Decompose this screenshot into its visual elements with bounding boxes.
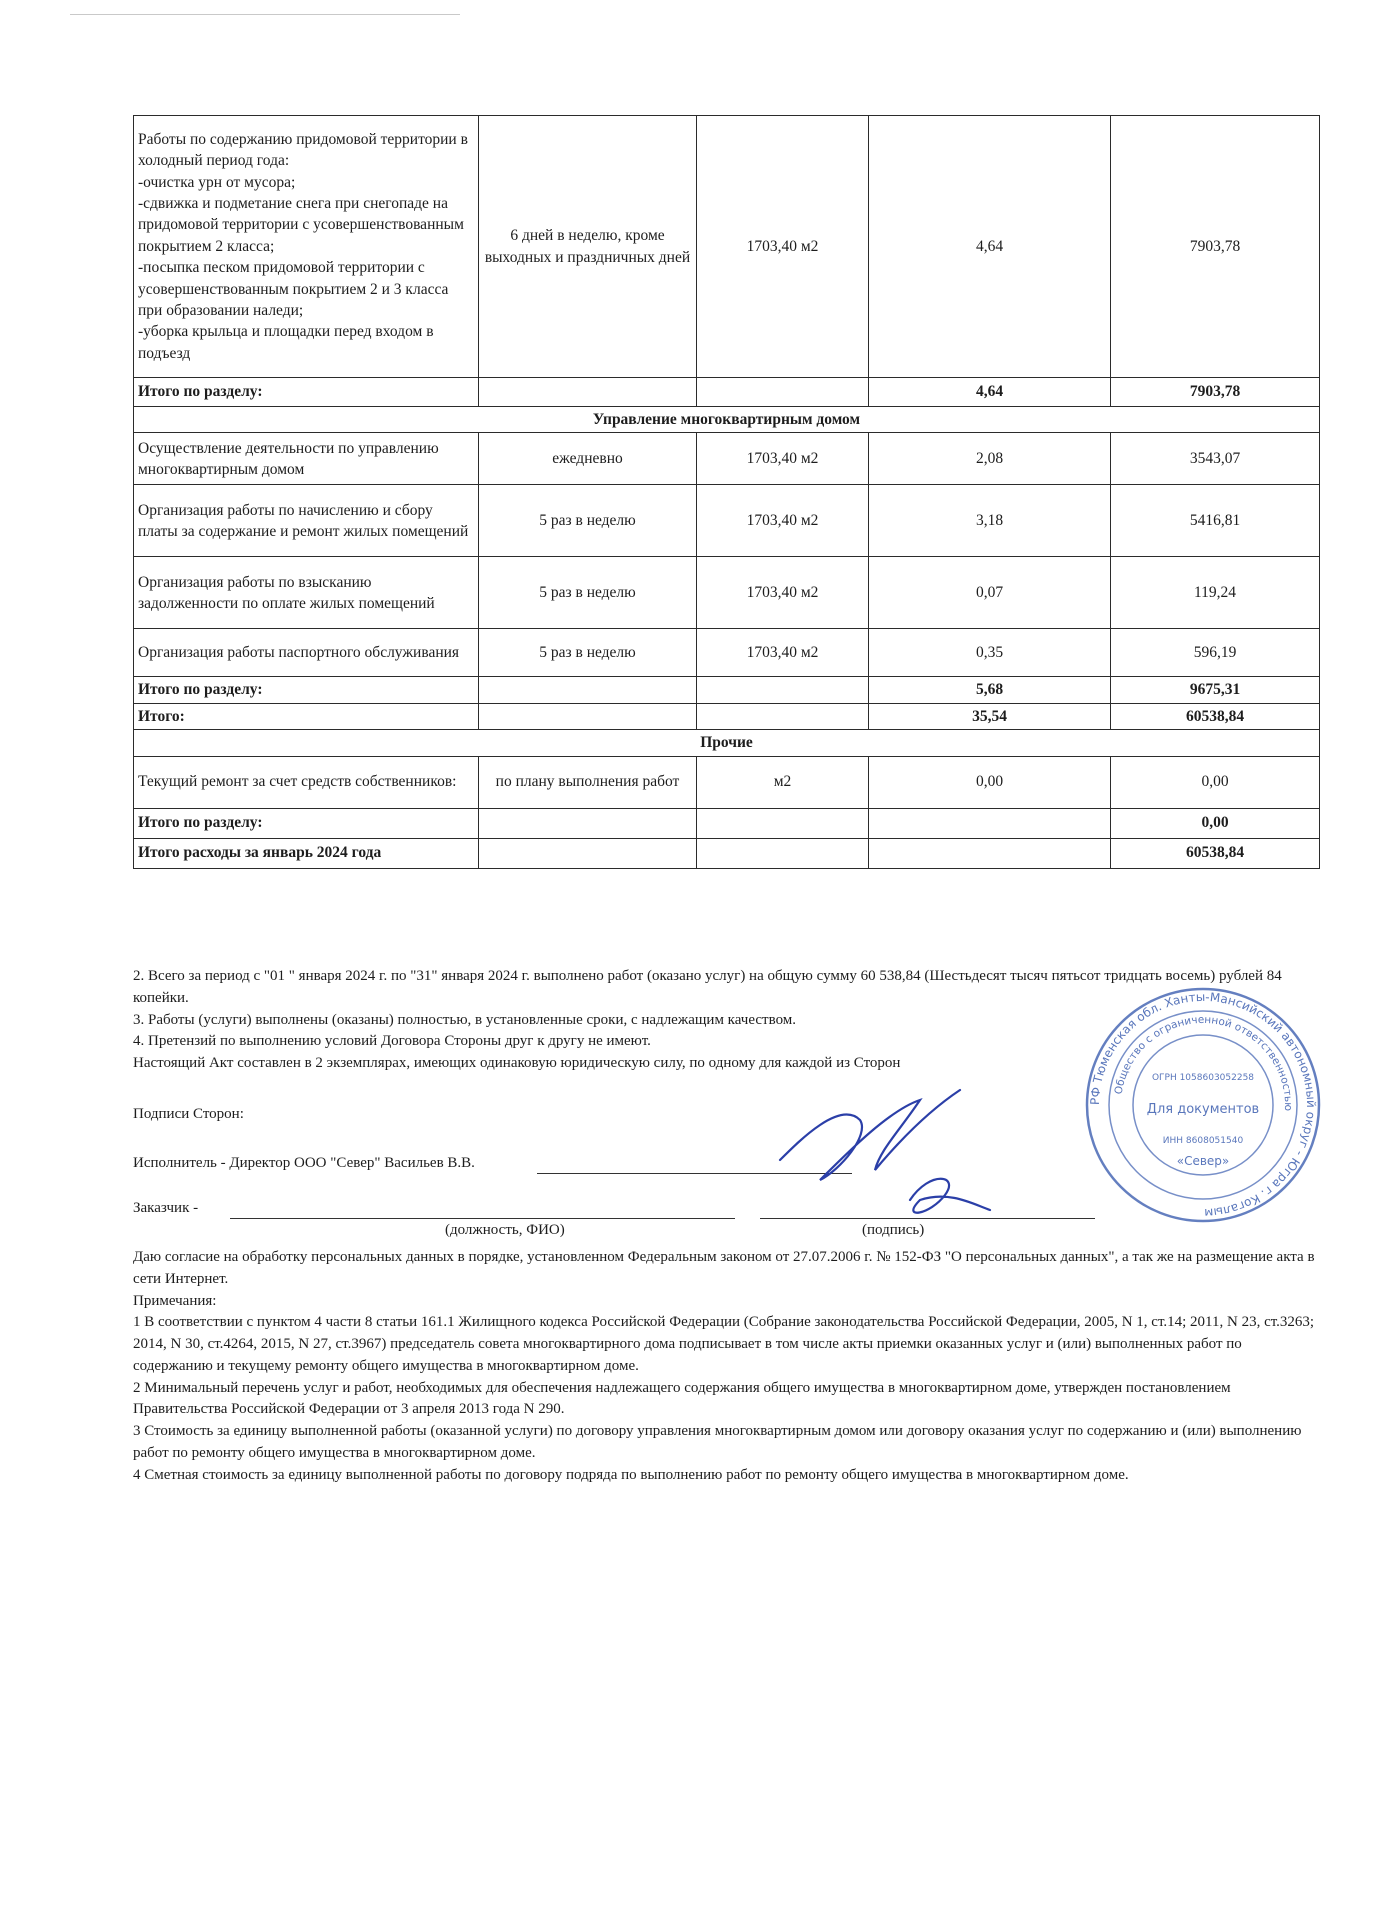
row-period: по плану выполнения работ (479, 756, 697, 808)
row-rate: 5,68 (869, 677, 1111, 703)
table-row (134, 756, 1320, 808)
row-volume (697, 808, 869, 838)
row-name: Итого расходы за январь 2024 года (134, 838, 479, 868)
table-row-total (134, 838, 1320, 868)
row-volume (697, 378, 869, 407)
row-name: Итого по разделу: (134, 677, 479, 703)
table-section-row (134, 730, 1320, 756)
stamp-center: Для документов (1146, 1102, 1260, 1117)
executor-line: Исполнитель - Директор ООО "Север" Васильев В.В. (133, 1155, 475, 1171)
table-row (134, 485, 1320, 557)
row-name: Работы по содержанию придомовой территории в холодный период года: -очистка урн от мусора; -сдвижка и подметание снега при снегопаде на придомовой территории с усовершенствованным покрытием 2 класса; -посыпка песком придомовой территории с усовершенствованным покрытием 2 и 3 класса при образовании наледи; -уборка крыльца и площадки перед входом в подъезд (134, 116, 479, 378)
stamp-inn: ИНН 8608051540 (1162, 1136, 1244, 1146)
row-rate: 4,64 (869, 378, 1111, 407)
row-name: Текущий ремонт за счет средств собственников: (134, 756, 479, 808)
stamp-name: «Север» (1176, 1154, 1230, 1168)
paragraph-quality: 3. Работы (услуги) выполнены (оказаны) полностью, в установленные сроки, с надлежащим качеством. (133, 1011, 797, 1028)
note-2: 2 Минимальный перечень услуг и работ, необходимых для обеспечения надлежащего содержания общего имущества в многоквартирном доме, утвержден постановлением Правительства Российской Федерации от 3 апреля 2013 года N 290. (133, 1379, 1231, 1418)
note-1: 1 В соответствии с пунктом 4 части 8 статьи 161.1 Жилищного кодекса Российской Федерации (Собрание законодательства Российской Федерации, 2005, N 1, ст.14; 2011, N 23, ст.3263; 2014, N 30, ст.4264, 2015, N 27, ст.3967) председатель совета многоквартирного дома подписывает в том числе акты приемки оказанных услуг и (или) выполненных работ по содержанию и текущему ремонту общего имущества в многоквартирном доме. (133, 1314, 1315, 1374)
row-name: Итого: (134, 703, 479, 729)
row-volume (697, 677, 869, 703)
notes-block (133, 1247, 1323, 1486)
row-rate: 35,54 (869, 703, 1111, 729)
row-rate: 0,35 (869, 629, 1111, 677)
row-rate: 0,07 (869, 557, 1111, 629)
table-row (134, 433, 1320, 485)
position-hint: (должность, ФИО) (445, 1222, 565, 1238)
customer-line: Заказчик - (133, 1200, 199, 1216)
row-period (479, 808, 697, 838)
stamp-ogrn: ОГРН 1058603052258 (1151, 1073, 1255, 1083)
row-period (479, 703, 697, 729)
row-period: ежедневно (479, 433, 697, 485)
row-sum: 60538,84 (1111, 703, 1320, 729)
table-section-row (134, 407, 1320, 433)
row-sum: 7903,78 (1111, 116, 1320, 378)
row-volume: 1703,40 м2 (697, 629, 869, 677)
row-rate (869, 838, 1111, 868)
consent-text: Даю согласие на обработку персональных данных в порядке, установленном Федеральным законом от 27.07.2006 г. № 152-ФЗ "О персональных данных", а так же на размещение акта в сети Интернет. (133, 1249, 1315, 1287)
row-name: Осуществление деятельности по управлению многоквартирным домом (134, 433, 479, 485)
section-title: Прочие (134, 730, 1320, 756)
paragraph-no-claims: 4. Претензий по выполнению условий Договора Стороны друг к другу не имеют. (133, 1033, 651, 1050)
row-name: Организация работы паспортного обслуживания (134, 629, 479, 677)
row-volume: 1703,40 м2 (697, 116, 869, 378)
paragraph-copies: Настоящий Акт составлен в 2 экземплярах, имеющих одинаковую юридическую силу, по одному для каждой из Сторон (133, 1055, 901, 1071)
row-sum: 596,19 (1111, 629, 1320, 677)
row-rate: 4,64 (869, 116, 1111, 378)
table-row-total (134, 808, 1320, 838)
row-volume: 1703,40 м2 (697, 485, 869, 557)
row-sum: 7903,78 (1111, 378, 1320, 407)
note-4: 4 Сметная стоимость за единицу выполненной работы по договору подряда по выполнению работ по ремонту общего имущества в многоквартирном доме. (133, 1466, 1129, 1483)
row-period: 6 дней в неделю, кроме выходных и праздничных дней (479, 116, 697, 378)
svg-text:Общество с ограниченной ответс (1113, 1014, 1294, 1111)
row-sum: 119,24 (1111, 557, 1320, 629)
notes-title: Примечания: (133, 1292, 217, 1309)
row-sum: 5416,81 (1111, 485, 1320, 557)
row-rate: 3,18 (869, 485, 1111, 557)
section-title: Управление многоквартирным домом (134, 407, 1320, 433)
note-3: 3 Стоимость за единицу выполненной работы (оказанной услуги) по договору управления многоквартирным домом или договору оказания услуг по содержанию и (или) выполнению работ по ремонту общего имущества в многоквартирном доме. (133, 1423, 1302, 1461)
row-name: Итого по разделу: (134, 378, 479, 407)
row-name: Организация работы по начислению и сбору платы за содержание и ремонт жилых помещений (134, 485, 479, 557)
signature-image (760, 1080, 1000, 1240)
row-period (479, 838, 697, 868)
stamp-inner-ring: Общество с ограниченной ответственностью (1112, 1013, 1295, 1112)
paragraph-total-sum: 2. Всего за период с "01 " января 2024 г. по "31" января 2024 г. выполнено работ (оказано услуг) на общую сумму 60 538,84 (Шестьдесят тысяч пятьсот тридцать восемь) рублей 84 копейки. (133, 968, 1282, 1006)
table-row-total (134, 677, 1320, 703)
company-stamp (1083, 985, 1323, 1225)
table-row (134, 629, 1320, 677)
row-volume: м2 (697, 756, 869, 808)
row-sum: 3543,07 (1111, 433, 1320, 485)
row-period: 5 раз в неделю (479, 557, 697, 629)
row-name: Итого по разделу: (134, 808, 479, 838)
row-volume: 1703,40 м2 (697, 433, 869, 485)
row-period: 5 раз в неделю (479, 629, 697, 677)
row-sum: 0,00 (1111, 756, 1320, 808)
row-sum: 9675,31 (1111, 677, 1320, 703)
table-row (134, 116, 1320, 378)
row-rate (869, 808, 1111, 838)
row-period (479, 677, 697, 703)
row-sum: 0,00 (1111, 808, 1320, 838)
works-table (133, 115, 1320, 869)
row-volume (697, 838, 869, 868)
row-rate: 0,00 (869, 756, 1111, 808)
top-rule (70, 14, 460, 15)
row-volume: 1703,40 м2 (697, 557, 869, 629)
customer-position-underline (230, 1218, 735, 1219)
row-rate: 2,08 (869, 433, 1111, 485)
table-row-total (134, 703, 1320, 729)
row-period: 5 раз в неделю (479, 485, 697, 557)
row-period (479, 378, 697, 407)
signatures-title: Подписи Сторон: (133, 1106, 244, 1122)
row-volume (697, 703, 869, 729)
row-sum: 60538,84 (1111, 838, 1320, 868)
stamp-ring-text: РФ Тюменская обл. Ханты-Мансийский автономный округ - Югра г. Когалым (1087, 989, 1319, 1221)
sign-hint: (подпись) (862, 1222, 925, 1238)
row-name: Организация работы по взысканию задолженности по оплате жилых помещений (134, 557, 479, 629)
table-row (134, 557, 1320, 629)
table-row-total (134, 378, 1320, 407)
